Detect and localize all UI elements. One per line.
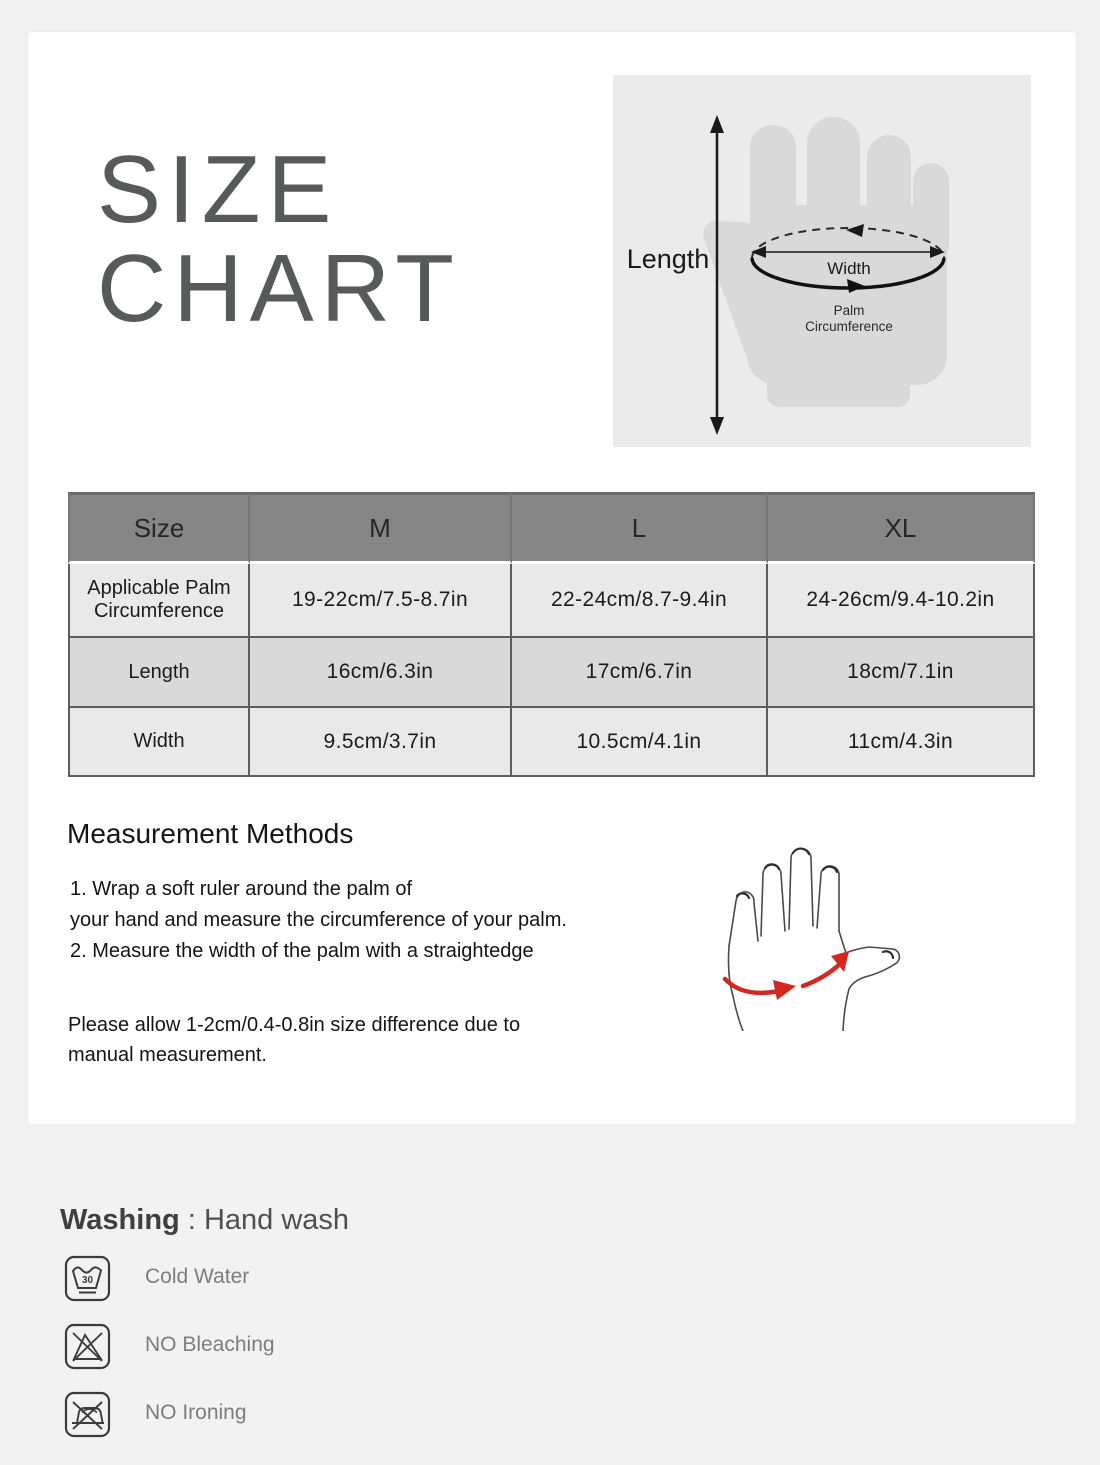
- hand-outline: [729, 848, 900, 1031]
- cell-value: 22-24cm/8.7-9.4in: [512, 564, 768, 638]
- glove-diagram-graphic: [613, 75, 1031, 447]
- measurement-note: [68, 1010, 520, 1070]
- measurement-step-line: your hand and measure the circumference of your palm.: [70, 909, 567, 931]
- wash-30c-icon: [64, 1255, 111, 1302]
- size-table-header-l: L: [512, 492, 768, 564]
- cell-value: 16cm/6.3in: [250, 638, 512, 708]
- measurement-step-line: 2. Measure the width of the palm with a straightedge: [70, 940, 534, 962]
- no-bleach-icon: [64, 1323, 111, 1370]
- table-row: [68, 564, 1035, 638]
- cell-value: 11cm/4.3in: [768, 708, 1035, 777]
- size-table-header-row: [68, 492, 1035, 564]
- wash-instruction-label: NO Ironing: [145, 1401, 247, 1424]
- washing-heading: [60, 1204, 349, 1237]
- table-row: [68, 638, 1035, 708]
- measurement-note-line: manual measurement.: [68, 1044, 267, 1066]
- wash-instruction-label: NO Bleaching: [145, 1333, 275, 1356]
- length-label: Length: [626, 244, 710, 274]
- wash-instruction-label: Cold Water: [145, 1265, 250, 1288]
- measurement-steps: [70, 874, 567, 967]
- cell-value: 19-22cm/7.5-8.7in: [250, 564, 512, 638]
- row-label: Width: [68, 708, 250, 777]
- fingernail-marks: [737, 849, 893, 958]
- hand-measure-illustration: [703, 826, 988, 1031]
- page-title-line1: SIZE: [97, 136, 339, 243]
- cell-value: 24-26cm/9.4-10.2in: [768, 564, 1035, 638]
- table-row: [68, 708, 1035, 777]
- measurement-step-line: 1. Wrap a soft ruler around the palm of: [70, 878, 413, 900]
- glove-measurement-diagram: [613, 75, 1031, 447]
- cell-value: 10.5cm/4.1in: [512, 708, 768, 777]
- no-iron-icon: [64, 1391, 111, 1438]
- washing-heading-label: Washing: [60, 1204, 180, 1236]
- red-measure-arrow: [725, 951, 849, 1000]
- measurement-note-line: Please allow 1-2cm/0.4-0.8in size difference due to: [68, 1014, 521, 1036]
- palm-label-line1: Palm: [833, 303, 865, 318]
- cell-value: 9.5cm/3.7in: [250, 708, 512, 777]
- page-title: [97, 136, 461, 342]
- size-table-container: [68, 492, 1035, 777]
- palm-label-line2: Circumference: [805, 319, 893, 334]
- row-label: Length: [68, 638, 250, 708]
- size-table: [68, 492, 1035, 777]
- row-label: Applicable Palm Circumference: [68, 564, 250, 638]
- size-table-header-size: Size: [68, 492, 250, 564]
- wash-temperature: 30: [81, 1275, 94, 1286]
- page-title-line2: CHART: [97, 235, 461, 342]
- washing-heading-value: : Hand wash: [187, 1204, 350, 1236]
- size-table-header-m: M: [250, 492, 512, 564]
- width-label: Width: [827, 259, 871, 278]
- glove-silhouette: [703, 117, 949, 407]
- cell-value: 18cm/7.1in: [768, 638, 1035, 708]
- measurement-methods-heading: Measurement Methods: [67, 818, 354, 849]
- size-table-header-xl: XL: [768, 492, 1035, 564]
- cell-value: 17cm/6.7in: [512, 638, 768, 708]
